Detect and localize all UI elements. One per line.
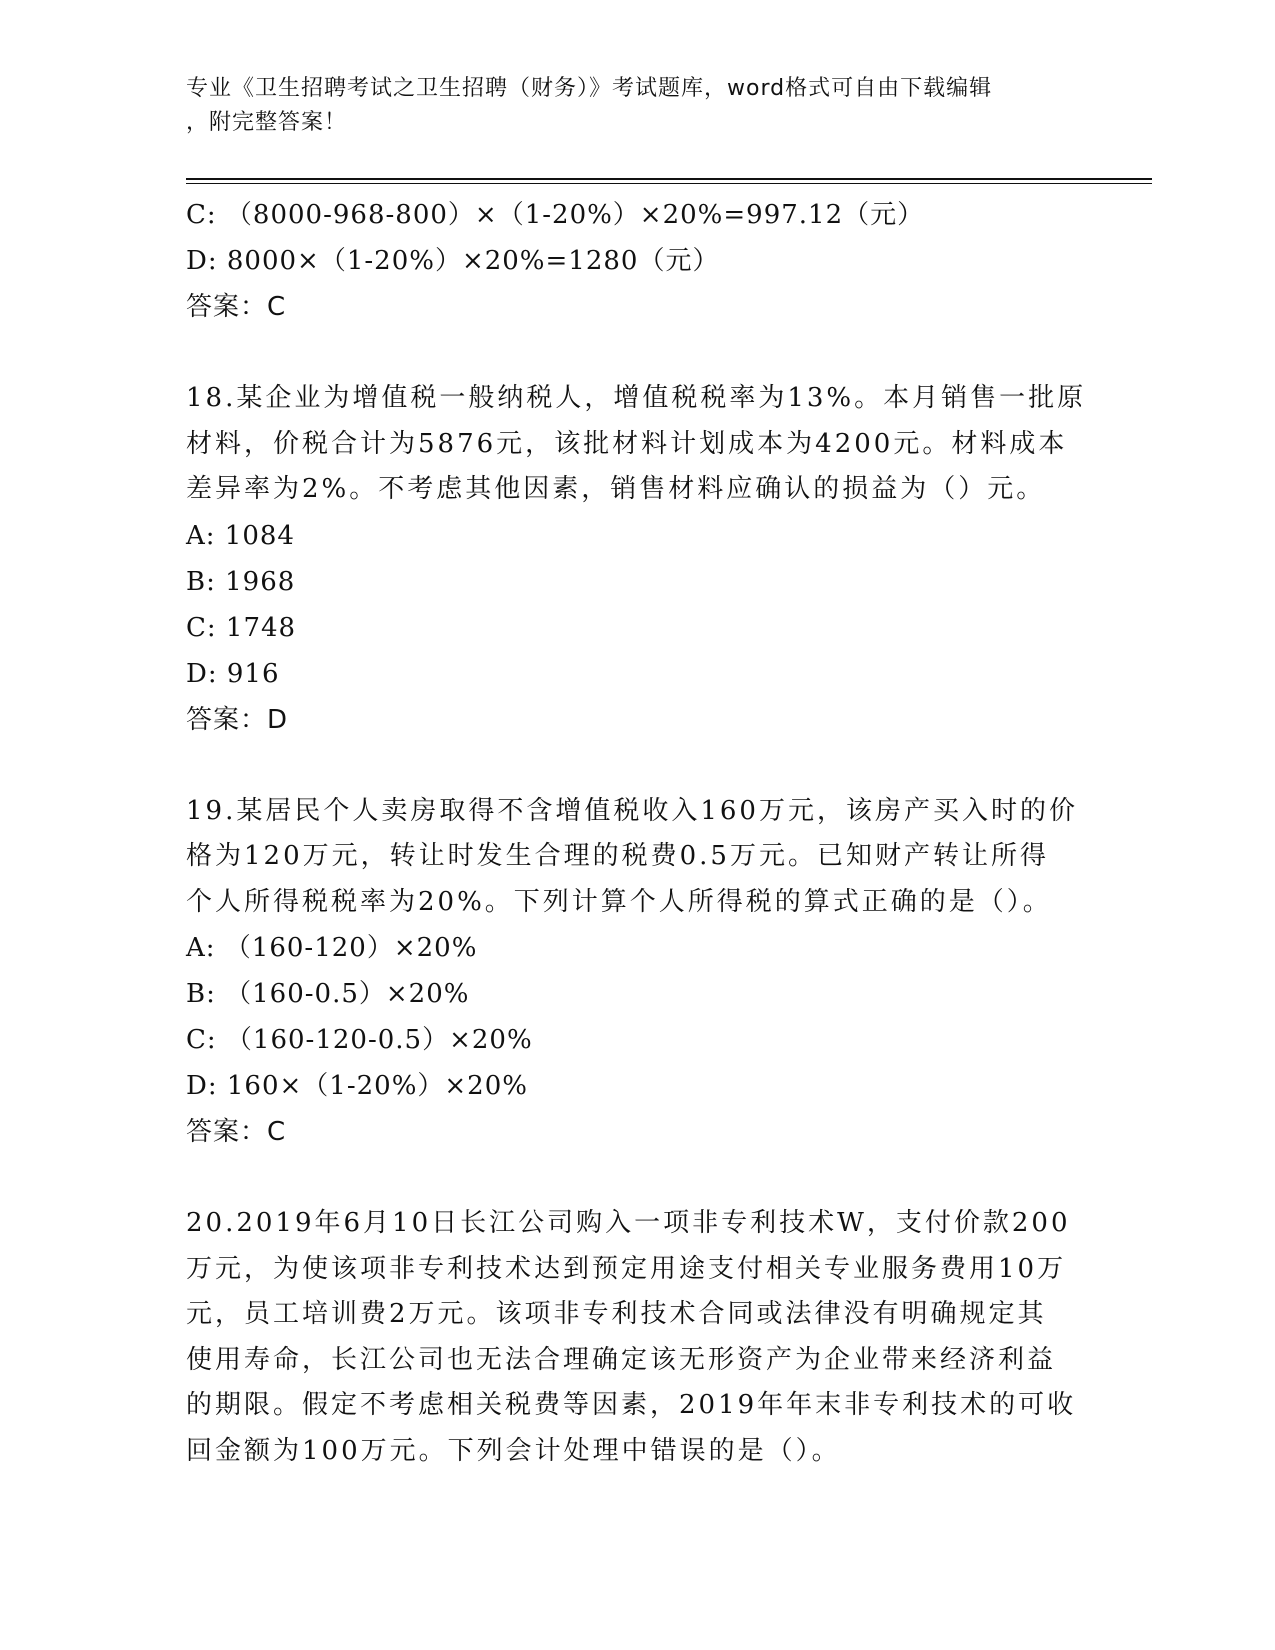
answer-line: 答案：C: [186, 1117, 287, 1147]
document-body: [186, 192, 1086, 1474]
option-d: D: 8000×（1-20%）×20%=1280（元）: [186, 246, 720, 276]
question-text-line: 元，员工培训费2万元。该项非专利技术合同或法律没有明确规定其: [186, 1299, 1047, 1329]
question-text-line: 格为120万元，转让时发生合理的税费0.5万元。已知财产转让所得: [186, 841, 1049, 871]
question-text-line: 回金额为100万元。下列会计处理中错误的是（）。: [186, 1435, 841, 1466]
question-text-line: 个人所得税税率为20%。下列计算个人所得税的算式正确的是（）。: [186, 886, 1052, 917]
question-text-line: 万元，为使该项非专利技术达到预定用途支付相关专业服务费用10万: [186, 1253, 1067, 1284]
question-text-line: 18.某企业为增值税一般纳税人，增值税税率为13%。本月销售一批原: [186, 383, 1087, 413]
option-c: C: （8000-968-800）×（1-20%）×20%=997.12（元）: [186, 200, 925, 230]
document-header: [186, 72, 1066, 140]
answer-line: 答案：D: [186, 704, 289, 735]
question-text: [186, 376, 1087, 513]
question-text-line: 材料，价税合计为5876元，该批材料计划成本为4200元。材料成本: [186, 428, 1068, 459]
answer-line: 答案：C: [186, 292, 287, 322]
header-divider-thin: [186, 183, 1152, 184]
question-text-line: 20.2019年6月10日长江公司购入一项非专利技术W，支付价款200: [186, 1208, 1071, 1238]
question-text-line: 差异率为2%。不考虑其他因素，销售材料应确认的损益为（）元。: [186, 474, 1046, 504]
question-text: [186, 1201, 1077, 1474]
question-text-line: 的期限。假定不考虑相关税费等因素，2019年年末非专利技术的可收: [186, 1390, 1077, 1420]
option-d: D: 916: [186, 658, 280, 689]
option-b: B: 1968: [186, 566, 296, 597]
question-text: [186, 789, 1078, 926]
header-divider: [186, 178, 1152, 180]
previous-question-tail: [186, 192, 1086, 330]
option-c: C: 1748: [186, 612, 297, 643]
header-line-1: 专业《卫生招聘考试之卫生招聘（财务）》考试题库，word格式可自由下载编辑: [186, 76, 993, 101]
question-20: [186, 1201, 1086, 1474]
option-a: A: 1084: [186, 520, 295, 551]
question-18: [186, 376, 1086, 743]
question-text-line: 使用寿命，长江公司也无法合理确定该无形资产为企业带来经济利益: [186, 1344, 1057, 1375]
header-line-2: ，附完整答案！: [186, 110, 348, 135]
option-c: C: （160-120-0.5）×20%: [186, 1025, 533, 1055]
option-b: B: （160-0.5）×20%: [186, 979, 470, 1009]
question-text-line: 19.某居民个人卖房取得不含增值税收入160万元，该房产买入时的价: [186, 795, 1078, 826]
question-19: [186, 789, 1086, 1156]
option-d: D: 160×（1-20%）×20%: [186, 1071, 528, 1101]
option-a: A: （160-120）×20%: [186, 933, 478, 963]
